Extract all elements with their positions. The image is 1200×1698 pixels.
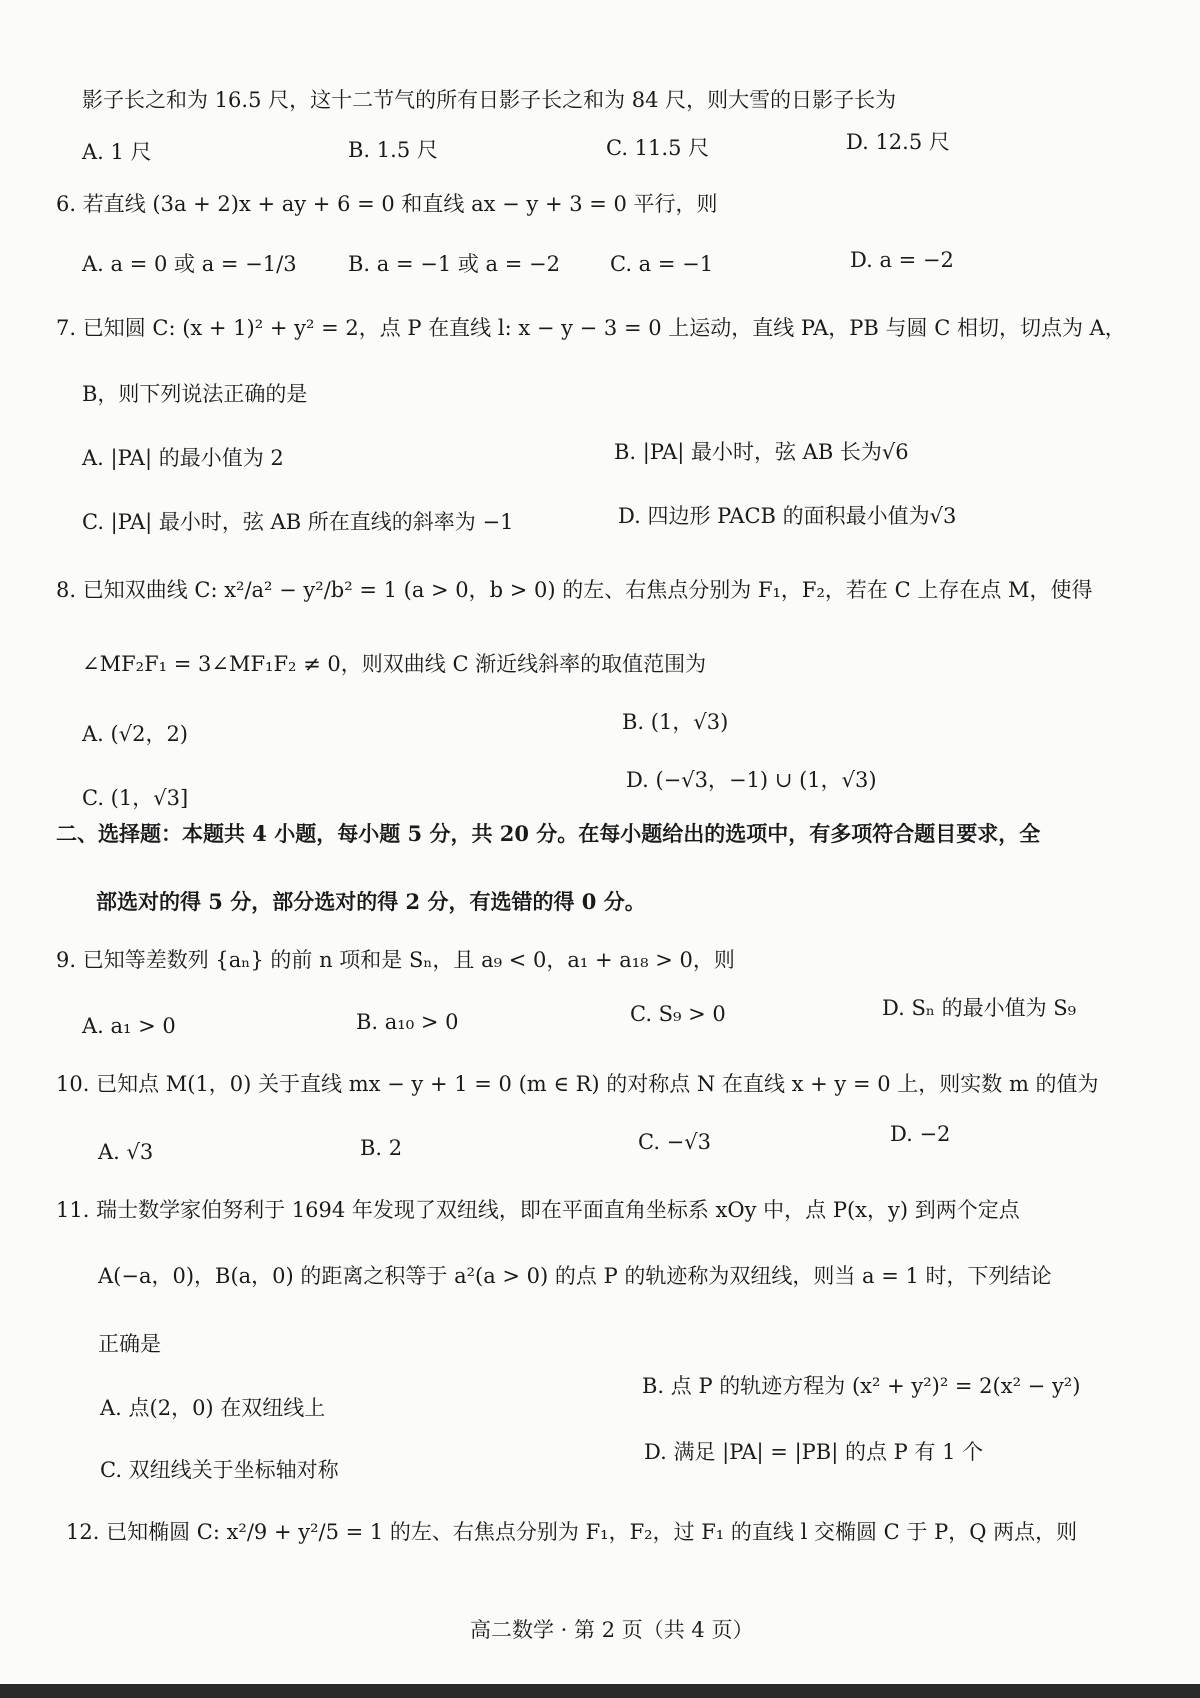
q8-option-c: C. (1，√3] [82, 786, 189, 810]
q11-option-c: C. 双纽线关于坐标轴对称 [100, 1458, 339, 1482]
q7-option-b: B. |PA| 最小时，弦 AB 长为√6 [614, 440, 909, 464]
q5-option-a: A. 1 尺 [82, 140, 152, 164]
q11-stem-line1: 11. 瑞士数学家伯努利于 1694 年发现了双纽线，即在平面直角坐标系 xOy 中，点 P(x，y) 到两个定点 [56, 1198, 1020, 1222]
q9-option-a: A. a₁ > 0 [82, 1014, 176, 1038]
q6-option-c: C. a = −1 [610, 252, 714, 276]
q10-option-a: A. √3 [98, 1140, 154, 1164]
q8-option-b: B. (1，√3) [622, 710, 729, 734]
q8-stem-line2: ∠MF₂F₁ = 3∠MF₁F₂ ≠ 0，则双曲线 C 渐近线斜率的取值范围为 [82, 652, 707, 676]
q11-option-a: A. 点(2，0) 在双纽线上 [100, 1396, 326, 1420]
q6-option-d: D. a = −2 [850, 248, 954, 272]
q11-stem-line2: A(−a，0)，B(a，0) 的距离之积等于 a²(a > 0) 的点 P 的轨迹称为双纽线，则当 a = 1 时，下列结论 [98, 1264, 1052, 1288]
q5-option-b: B. 1.5 尺 [348, 138, 438, 162]
section-2-header-line1: 二、选择题：本题共 4 小题，每小题 5 分，共 20 分。在每小题给出的选项中，有多项符合题目要求，全 [56, 821, 1041, 846]
q10-stem: 10. 已知点 M(1，0) 关于直线 mx − y + 1 = 0 (m ∈ R) 的对称点 N 在直线 x + y = 0 上，则实数 m 的值为 [56, 1072, 1099, 1096]
q9-option-c: C. S₉ > 0 [630, 1002, 726, 1026]
q7-option-d: D. 四边形 PACB 的面积最小值为√3 [618, 504, 957, 528]
q5-option-d: D. 12.5 尺 [846, 130, 950, 154]
scan-edge [0, 1684, 1200, 1698]
q5-continuation: 影子长之和为 16.5 尺，这十二节气的所有日影子长之和为 84 尺，则大雪的日影子长为 [82, 88, 897, 112]
q10-option-b: B. 2 [360, 1136, 403, 1160]
q7-stem-line2: B，则下列说法正确的是 [82, 382, 308, 406]
q6-option-b: B. a = −1 或 a = −2 [348, 252, 560, 276]
q11-option-b: B. 点 P 的轨迹方程为 (x² + y²)² = 2(x² − y²) [642, 1374, 1081, 1398]
q12-stem: 12. 已知椭圆 C: x²/9 + y²/5 = 1 的左、右焦点分别为 F₁，F₂，过 F₁ 的直线 l 交椭圆 C 于 P，Q 两点，则 [66, 1520, 1078, 1544]
q11-stem-line3: 正确是 [98, 1332, 161, 1356]
q7-option-c: C. |PA| 最小时，弦 AB 所在直线的斜率为 −1 [82, 510, 514, 534]
q8-stem-line1: 8. 已知双曲线 C: x²/a² − y²/b² = 1 (a > 0，b > 0) 的左、右焦点分别为 F₁，F₂，若在 C 上存在点 M，使得 [56, 578, 1093, 602]
q10-option-c: C. −√3 [638, 1130, 712, 1154]
q6-option-a: A. a = 0 或 a = −1/3 [82, 252, 297, 276]
q6-stem: 6. 若直线 (3a + 2)x + ay + 6 = 0 和直线 ax − y + 3 = 0 平行，则 [56, 192, 718, 216]
q9-option-b: B. a₁₀ > 0 [356, 1010, 459, 1034]
q9-stem: 9. 已知等差数列 {aₙ} 的前 n 项和是 Sₙ，且 a₉ < 0，a₁ + a₁₈ > 0，则 [56, 948, 735, 972]
q8-option-a: A. (√2，2) [82, 722, 189, 746]
q10-option-d: D. −2 [890, 1122, 951, 1146]
page-footer: 高二数学 · 第 2 页（共 4 页） [470, 1618, 754, 1642]
q7-option-a: A. |PA| 的最小值为 2 [82, 446, 284, 470]
q11-option-d: D. 满足 |PA| = |PB| 的点 P 有 1 个 [644, 1440, 984, 1464]
q8-option-d: D. (−√3，−1) ∪ (1，√3) [626, 768, 877, 792]
section-2-header-line2: 部选对的得 5 分，部分选对的得 2 分，有选错的得 0 分。 [96, 889, 646, 914]
q5-option-c: C. 11.5 尺 [606, 136, 710, 160]
q9-option-d: D. Sₙ 的最小值为 S₉ [882, 996, 1077, 1020]
q7-stem-line1: 7. 已知圆 C: (x + 1)² + y² = 2，点 P 在直线 l: x − y − 3 = 0 上运动，直线 PA，PB 与圆 C 相切，切点为 A， [56, 316, 1126, 340]
